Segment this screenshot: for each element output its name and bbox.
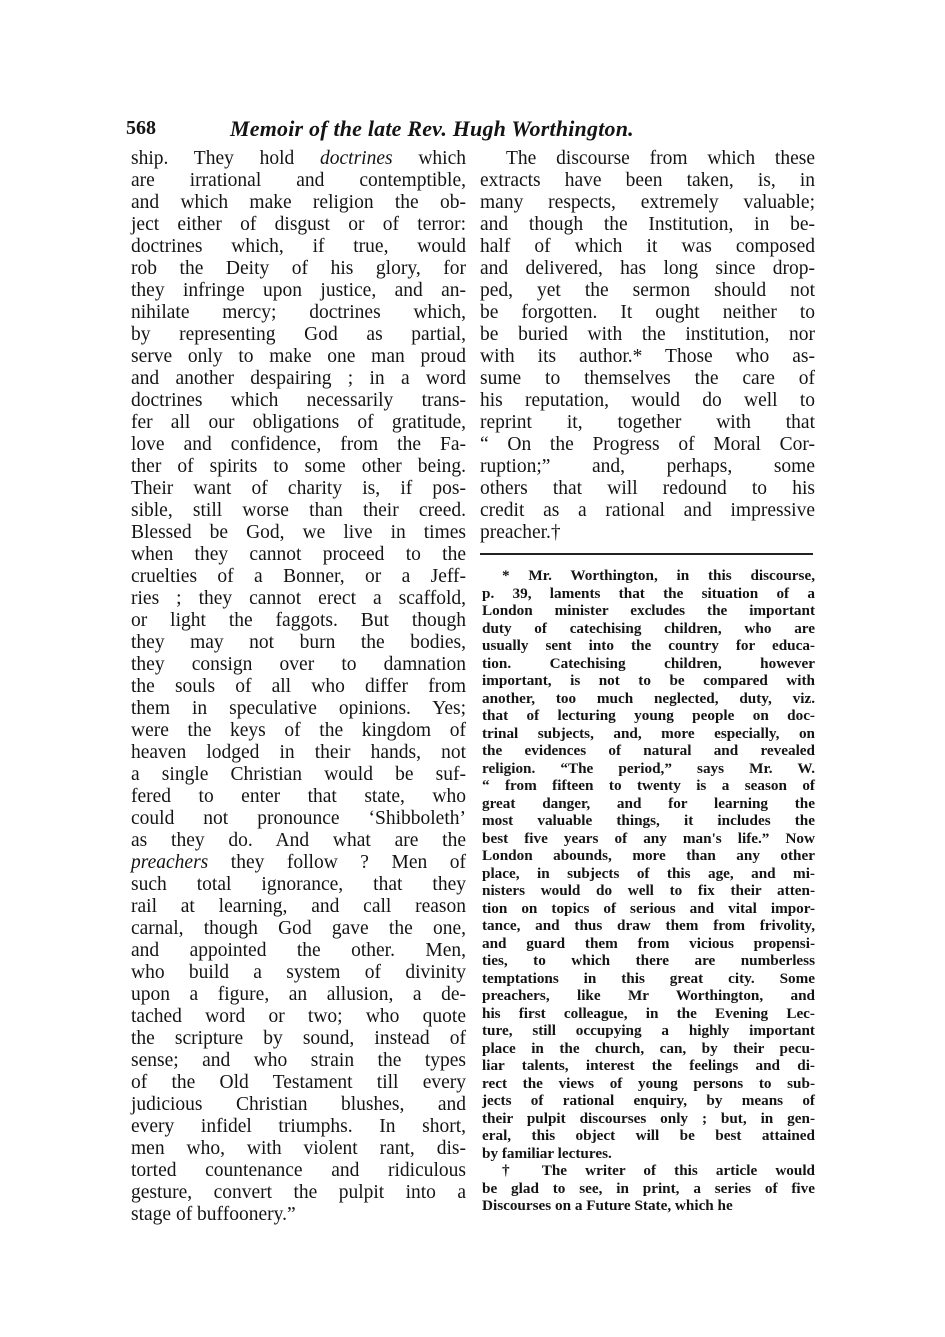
footnote-line: London abounds, more than any other (482, 847, 815, 864)
footnote-line: religion. “The period,” says Mr. W. (482, 759, 815, 777)
footnote-line: rect the views of young persons to sub- (482, 1074, 815, 1092)
footnote-line: important, is not to be compared with (482, 672, 815, 689)
footnote-line: p. 39, laments that the situation of a (482, 584, 815, 602)
text-line: others that will redound to his (480, 478, 815, 499)
footnote-line: liar talents, interest the feelings and di- (482, 1057, 815, 1074)
text-line: they consign over to damnation (131, 654, 466, 675)
running-title: Memoir of the late Rev. Hugh Worthington. (230, 116, 634, 141)
footnote-line: and guard them from vicious propensi- (482, 934, 815, 952)
text-line: many respects, extremely valuable; (480, 192, 815, 213)
text-line: of the Old Testament till every (131, 1072, 466, 1093)
text-line: gesture, convert the pulpit into a (131, 1182, 466, 1203)
footnote-line: tion. Catechising children, however (482, 654, 815, 672)
text-line: Blessed be God, we live in times (131, 522, 466, 543)
footnote-line: his first colleague, in the Evening Lec- (482, 1004, 815, 1022)
footnote-divider (480, 553, 813, 555)
text-line: and though the Institution, in be- (480, 214, 815, 235)
footnote-line: be glad to see, in print, a series of five (482, 1179, 815, 1197)
text-line: sible, still worse than their creed. (131, 500, 466, 521)
left-column (131, 148, 466, 1226)
text-line: them in speculative opinions. Yes; (131, 698, 466, 719)
text-line: sense; and who strain the types (131, 1050, 466, 1071)
text-line: rail at learning, and call reason (131, 896, 466, 917)
text-line: cruelties of a Bonner, or a Jeff- (131, 566, 466, 587)
text-line: half of which it was composed (480, 236, 815, 257)
text-line: preacher.† (480, 522, 561, 543)
text-line: “ On the Progress of Moral Cor- (480, 434, 815, 455)
text-line: love and confidence, from the Fa- (131, 434, 466, 455)
text-line: ruption;” and, perhaps, some (480, 456, 815, 477)
text-line: they may not burn the bodies, (131, 632, 466, 653)
text-line: tached word or two; who quote (131, 1006, 466, 1027)
text-line: carnal, though God gave the one, (131, 918, 466, 939)
text-line: and another despairing ; in a word (131, 368, 466, 389)
footnote-line: nisters would do well to fix their atten- (482, 882, 815, 899)
right-column (480, 148, 815, 544)
text-line: stage of buffoonery.” (131, 1204, 296, 1225)
text-line: ject either of disgust or of terror: (131, 214, 466, 235)
text-line: who build a system of divinity (131, 962, 466, 983)
text-line: and appointed the other. Men, (131, 940, 466, 961)
text-line: nihilate mercy; doctrines which, (131, 302, 466, 323)
text-line: judicious Christian blushes, and (131, 1094, 466, 1115)
page-number: 568 (126, 117, 156, 139)
footnote-line: their pulpit discourses only ; but, in gen- (482, 1109, 815, 1127)
footnote-line: usually sent into the country for educa- (482, 637, 815, 654)
text-line: and delivered, has long since drop- (480, 258, 815, 279)
footnote-line: Discourses on a Future State, which he (482, 1197, 733, 1214)
text-line: doctrines which necessarily trans- (131, 390, 466, 411)
footnote-line: that of lecturing young people on doc- (482, 707, 815, 724)
footnote-line: ties, to which there are numberless (482, 952, 815, 969)
text-line: and which make religion the ob- (131, 192, 466, 213)
text-line: heaven lodged in their hands, not (131, 742, 466, 763)
footnote-line: trinal subjects, and, more especially, on (482, 724, 815, 742)
text-line: preachers they follow ? Men of (131, 852, 466, 873)
text-line: a single Christian would be suf- (131, 764, 466, 785)
footnote-line: ture, still occupying a highly important (482, 1022, 815, 1039)
footnote-line: great danger, and for learning the (482, 794, 815, 812)
text-line: serve only to make one man proud (131, 346, 466, 367)
text-line: as they do. And what are the (131, 830, 466, 851)
text-line: ries ; they cannot erect a scaffold, (131, 588, 466, 609)
footnote-line: place in the church, can, by their pecu- (482, 1039, 815, 1057)
footnote-line: temptations in this great city. Some (482, 969, 815, 987)
text-line: by representing God as partial, (131, 324, 466, 345)
footnote-line: most valuable things, it includes the (482, 812, 815, 829)
text-line: ped, yet the sermon should not (480, 280, 815, 301)
text-line: when they cannot proceed to the (131, 544, 466, 565)
footnote-line: by familiar lectures. (482, 1144, 612, 1162)
text-line: ship. They hold doctrines which (131, 148, 466, 169)
text-line: fer all our obligations of gratitude, (131, 412, 466, 433)
text-line: every infidel triumphs. In short, (131, 1116, 466, 1137)
text-line: credit as a rational and impressive (480, 500, 815, 521)
footnote-line: † The writer of this article would (502, 1162, 815, 1179)
footnote-line: tion on topics of serious and vital impor- (482, 899, 815, 917)
text-line: sume to themselves the care of (480, 368, 815, 389)
text-line: men who, with violent rant, dis- (131, 1138, 466, 1159)
text-line: ther of spirits to some other being. (131, 456, 466, 477)
text-line: they infringe upon justice, and an- (131, 280, 466, 301)
footnote-line: tance, and thus draw them from frivolity, (482, 917, 815, 934)
footnote-line: jects of rational enquiry, by means of (482, 1092, 815, 1109)
text-line: torted countenance and ridiculous (131, 1160, 466, 1181)
text-line: could not pronounce ‘Shibboleth’ (131, 808, 466, 829)
footnote-line: best five years of any man's life.” Now (482, 829, 815, 847)
text-line: extracts have been taken, is, in (480, 170, 815, 191)
footnote-line: another, too much neglected, duty, viz. (482, 689, 815, 707)
footnote-line: preachers, like Mr Worthington, and (482, 987, 815, 1004)
footnotes (482, 567, 815, 1215)
footnote-line: duty of catechising children, who are (482, 619, 815, 637)
footnote-line: London minister excludes the important (482, 602, 815, 619)
text-line: the souls of all who differ from (131, 676, 466, 697)
text-line: were the keys of the kingdom of (131, 720, 466, 741)
text-line: rob the Deity of his glory, for (131, 258, 466, 279)
text-line: upon a figure, an allusion, a de- (131, 984, 466, 1005)
text-line: be forgotten. It ought neither to (480, 302, 815, 323)
text-line: The discourse from which these (506, 148, 815, 169)
page-header (126, 117, 816, 147)
footnote-line: the evidences of natural and revealed (482, 742, 815, 759)
text-line: doctrines which, if true, would (131, 236, 466, 257)
footnote-line: * Mr. Worthington, in this discourse, (502, 567, 815, 584)
footnote-line: place, in subjects of this age, and mi- (482, 864, 815, 882)
text-line: reprint it, together with that (480, 412, 815, 433)
text-line: his reputation, would do well to (480, 390, 815, 411)
text-line: be buried with the institution, nor (480, 324, 815, 345)
text-line: Their want of charity is, if pos- (131, 478, 466, 499)
text-line: with its author.* Those who as- (480, 346, 815, 367)
text-line: the scripture by sound, instead of (131, 1028, 466, 1049)
text-line: such total ignorance, that they (131, 874, 466, 895)
text-line: or light the faggots. But though (131, 610, 466, 631)
footnote-line: eral, this object will be best attained (482, 1127, 815, 1144)
footnote-line: “ from fifteen to twenty is a season of (482, 777, 815, 794)
text-line: are irrational and contemptible, (131, 170, 466, 191)
text-line: fered to enter that state, who (131, 786, 466, 807)
